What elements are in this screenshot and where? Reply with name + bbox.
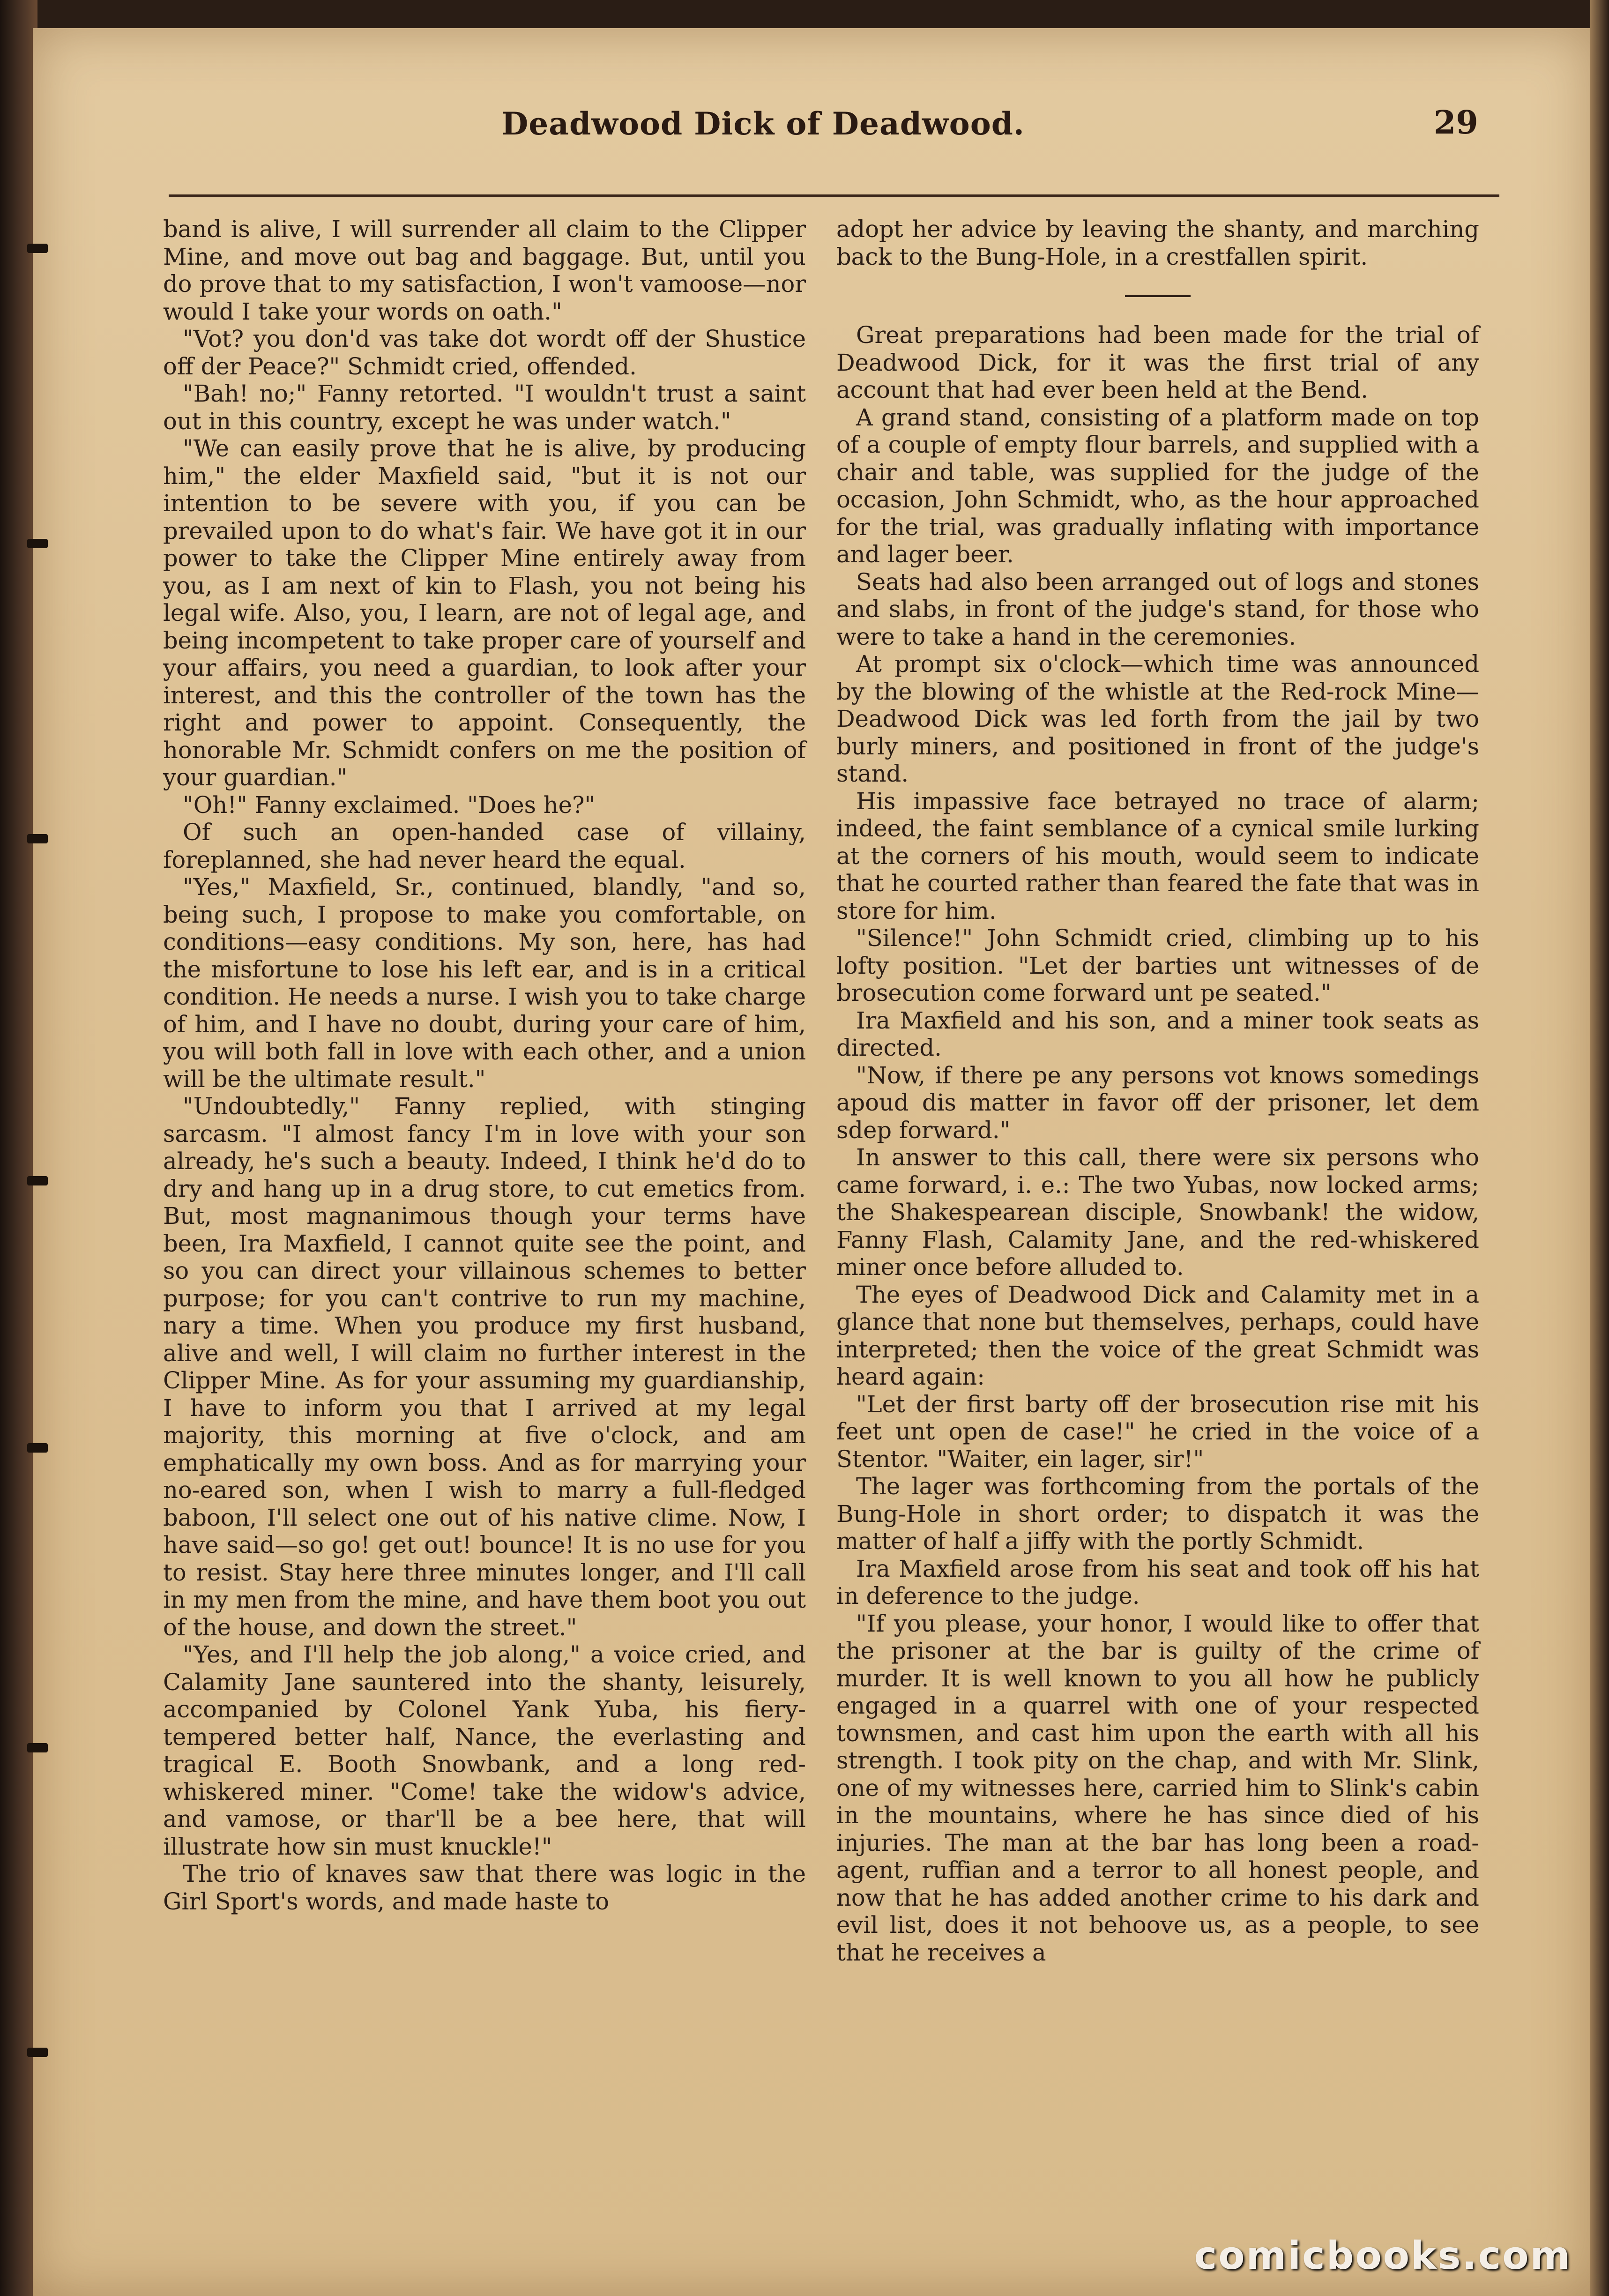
paragraph: "We can easily prove that he is alive, by producing him," the elder Maxfield said, "but it is not our intention to be severe with you, if you can be prevailed upon to do what's fair. We have got it in our power to take the Clipper Mine entirely away from you, as I am next of kin to Flash, you not being his legal wife. Also, you, I learn, are not of legal age, and being incompetent to take proper care of yourself and your affairs, you need a guardian, to look after your interest, and this the controller of the town has the right and power to appoint. Consequently, the honorable Mr. Schmidt confers on me the position of your guardian.": [163, 435, 806, 791]
paragraph: In answer to this call, there were six persons who came forward, i. e.: The two Yubas, now locked arms; the Shakespearean disciple, Snowbank! the widow, Fanny Flash, Calamity Jane, and the red-whiskered miner once before alluded to.: [836, 1144, 1479, 1281]
paragraph: "Undoubtedly," Fanny replied, with stinging sarcasm. "I almost fancy I'm in love with your son already, he's such a beauty. Indeed, I think he'd do to dry and hang up in a drug store, to cut emetics from. But, most magnanimous though your terms have been, Ira Maxfield, I cannot quite see the point, and so you can direct your villainous schemes to better purpose; for you can't contrive to run my machine, nary a time. When you produce my first husband, alive and well, I will claim no further interest in the Clipper Mine. As for your assuming my guardianship, I have to inform you that I arrived at my legal majority, this morning at five o'clock, and am emphatically my own boss. And as for marrying your no-eared son, when I wish to marry a full-fledged baboon, I'll select one out of his native clime. Now, I have said—so go! get out! bounce! It is no use for you to resist. Stay here three minutes longer, and I'll call in my men from the mine, and have them boot you out of the house, and down the street.": [163, 1093, 806, 1641]
paragraph: "Silence!" John Schmidt cried, climbing up to his lofty position. "Let der barties unt witnesses of de brosecution come forward unt pe seated.": [836, 924, 1479, 1006]
binding-stitch: [27, 1176, 48, 1185]
paragraph: Ira Maxfield arose from his seat and took off his hat in deference to the judge.: [836, 1555, 1479, 1610]
paragraph: "Yes," Maxfield, Sr., continued, blandly, "and so, being such, I propose to make you comfortable, on conditions—easy conditions. My son, here, has had the misfortune to lose his left ear, and is in a critical condition. He needs a nurse. I wish you to take charge of him, and I have no doubt, during your care of him, you will both fall in love with each other, and a union will be the ultimate result.": [163, 873, 806, 1093]
header-rule: [169, 194, 1499, 197]
paragraph: "Yes, and I'll help the job along," a voice cried, and Calamity Jane sauntered into the shanty, leisurely, accompanied by Colonel Yank Yuba, his fiery-tempered better half, Nance, the everlasting and tragical E. Booth Snowbank, and a long red-whiskered miner. "Come! take the widow's advice, and vamose, or thar'll be a bee here, that will illustrate how sin must knuckle!": [163, 1641, 806, 1860]
paragraph: Ira Maxfield and his son, and a miner took seats as directed.: [836, 1006, 1479, 1061]
binding-stitch: [27, 539, 48, 548]
paragraph: Great preparations had been made for the trial of Deadwood Dick, for it was the first trial of any account that had ever been held at the Bend.: [836, 321, 1479, 403]
paragraph: A grand stand, consisting of a platform made on top of a couple of empty flour barrels, and supplied with a chair and table, was supplied for the judge of the occasion, John Schmidt, who, as the hour approached for the trial, was gradually inflating with importance and lager beer.: [836, 403, 1479, 568]
paragraph: At prompt six o'clock—which time was announced by the blowing of the whistle at the Red-rock Mine—Deadwood Dick was led forth from the jail by two burly miners, and positioned in front of the judge's stand.: [836, 650, 1479, 787]
running-head: Deadwood Dick of Deadwood.: [501, 105, 1025, 142]
paragraph: The lager was forthcoming from the portals of the Bung-Hole in short order; to dispatch it was the matter of half a jiffy with the portly Schmidt.: [836, 1473, 1479, 1555]
left-column: [163, 216, 806, 1915]
paragraph: Seats had also been arranged out of logs and stones and slabs, in front of the judge's stand, for those who were to take a hand in the ceremonies.: [836, 568, 1479, 650]
page-number: 29: [1434, 104, 1478, 142]
paragraph: band is alive, I will surrender all claim to the Clipper Mine, and move out bag and baggage. But, until you do prove that to my satisfaction, I won't vamoose—nor would I take your words on oath.": [163, 216, 806, 325]
binding-stitch: [27, 834, 48, 843]
paragraph: Of such an open-handed case of villainy, foreplanned, she had never heard the equal.: [163, 819, 806, 873]
binding-stitch: [27, 1743, 48, 1752]
paragraph: His impassive face betrayed no trace of alarm; indeed, the faint semblance of a cynical smile lurking at the corners of his mouth, would seem to indicate that he courted rather than feared the fate that was in store for him.: [836, 787, 1479, 924]
paragraph: "Now, if there pe any persons vot knows somedings apoud dis matter in favor off der prisoner, let dem sdep forward.": [836, 1061, 1479, 1144]
paragraph: The eyes of Deadwood Dick and Calamity met in a glance that none but themselves, perhaps, could have interpreted; then the voice of the great Schmidt was heard again:: [836, 1281, 1479, 1390]
paragraph: adopt her advice by leaving the shanty, and marching back to the Bung-Hole, in a crestfallen spirit.: [836, 216, 1479, 270]
paragraph: The trio of knaves saw that there was logic in the Girl Sport's words, and made haste to: [163, 1860, 806, 1915]
binding-stitch: [27, 1443, 48, 1453]
paragraph: "Oh!" Fanny exclaimed. "Does he?": [183, 791, 596, 819]
page-edge: [1590, 0, 1609, 2296]
right-column: [836, 216, 1479, 1966]
paragraph: "Bah! no;" Fanny retorted. "I wouldn't trust a saint out in this country, except he was under watch.": [163, 380, 806, 435]
binding-stitch: [27, 2048, 48, 2057]
paragraph: "Vot? you don'd vas take dot wordt off der Shustice off der Peace?" Schmidt cried, offended.: [163, 325, 806, 380]
site-watermark: comicbooks.com: [1194, 2234, 1572, 2278]
book-spine: [0, 0, 37, 2296]
binding-stitch: [27, 244, 48, 253]
paragraph: "If you please, your honor, I would like to offer that the prisoner at the bar is guilty of the crime of murder. It is well known to you all how he publicly engaged in a quarrel with one of your respected townsmen, and cast him upon the earth with all his strength. I took pity on the chap, and with Mr. Slink, one of my witnesses here, carried him to Slink's cabin in the mountains, where he has since died of his injuries. The man at the bar has long been a road-agent, ruffian and a terror to all honest people, and now that he has added another crime to his dark and evil list, does it not behoove us, as a people, to see that he receives a: [836, 1610, 1479, 1966]
paragraph: "Let der first barty off der brosecution rise mit his feet unt open de case!" he cried in the voice of a Stentor. "Waiter, ein lager, sir!": [836, 1390, 1479, 1473]
section-divider: [1125, 295, 1191, 297]
